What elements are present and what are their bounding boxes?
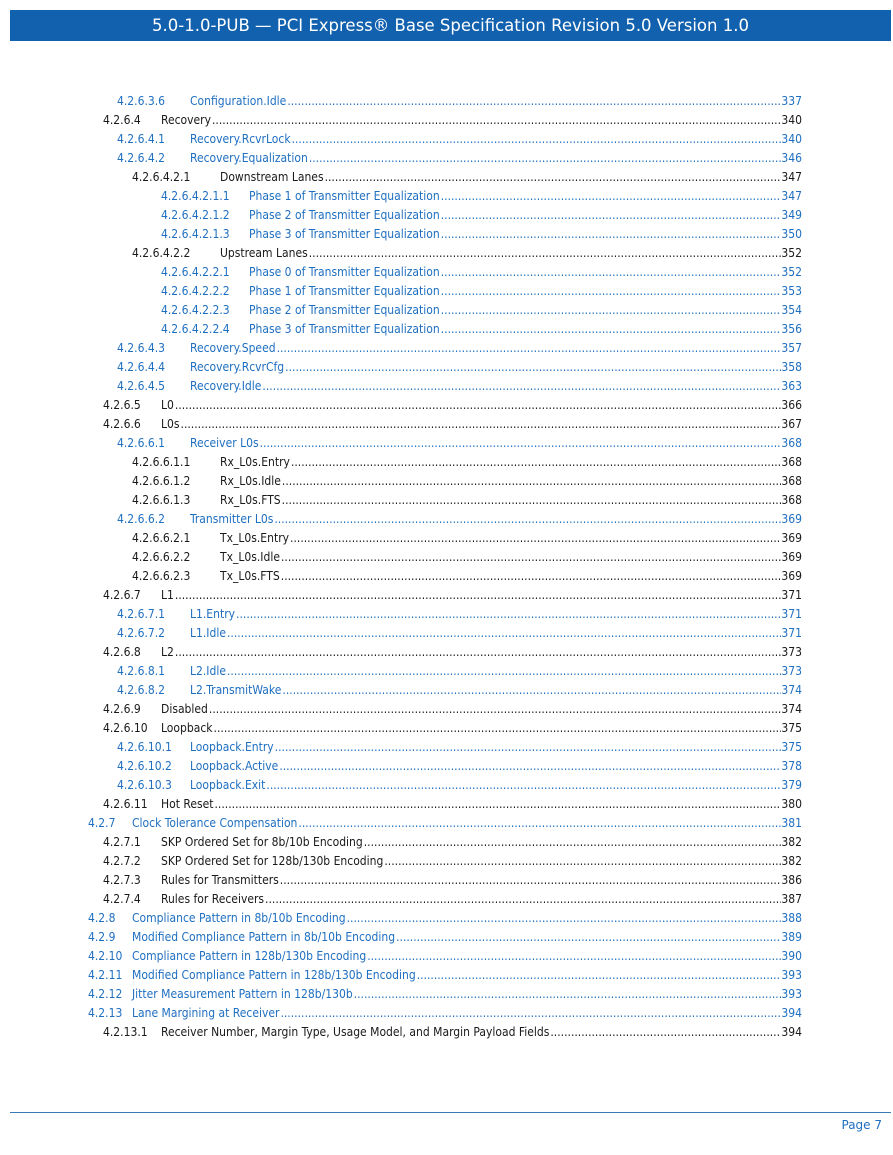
toc-entry[interactable] bbox=[0, 966, 893, 985]
toc-entry-number: 4.2.6.4.4 bbox=[117, 360, 166, 374]
toc-entry-title[interactable]: Loopback.Active bbox=[190, 759, 279, 773]
toc-entry-page: 373 bbox=[781, 645, 802, 659]
toc-entry-title[interactable]: Phase 3 of Transmitter Equalization bbox=[249, 322, 440, 336]
toc-dot-leader bbox=[290, 529, 781, 548]
toc-dot-leader bbox=[280, 1004, 781, 1023]
toc-entry[interactable] bbox=[0, 662, 893, 681]
toc-entry-number: 4.2.8 bbox=[88, 911, 116, 925]
toc-entry[interactable] bbox=[0, 985, 893, 1004]
toc-entry-title: Tx_L0s.FTS bbox=[220, 569, 280, 583]
toc-entry bbox=[0, 244, 893, 263]
toc-entry-number: 4.2.6.6.1.1 bbox=[132, 455, 191, 469]
toc-entry-title: Hot Reset bbox=[161, 797, 214, 811]
toc-entry-page[interactable]: 373 bbox=[781, 664, 802, 678]
toc-entry-page: 369 bbox=[781, 569, 802, 583]
toc-entry-title[interactable]: Phase 2 of Transmitter Equalization bbox=[249, 208, 440, 222]
toc-entry-number: 4.2.6.4.2.1.1 bbox=[161, 189, 230, 203]
toc-entry bbox=[0, 890, 893, 909]
toc-entry-page[interactable]: 394 bbox=[781, 1006, 802, 1020]
toc-entry-title[interactable]: L2.TransmitWake bbox=[190, 683, 282, 697]
page-number: Page 7 bbox=[841, 1118, 882, 1132]
toc-entry-title[interactable]: Receiver L0s bbox=[190, 436, 259, 450]
toc-entry[interactable] bbox=[0, 130, 893, 149]
toc-entry-page: 367 bbox=[781, 417, 802, 431]
toc-entry-number: 4.2.6.4 bbox=[103, 113, 141, 127]
toc-entry-title[interactable]: Modified Compliance Pattern in 8b/10b Encoding bbox=[132, 930, 396, 944]
toc-entry[interactable] bbox=[0, 757, 893, 776]
toc-entry-page[interactable]: 340 bbox=[781, 132, 802, 146]
toc-entry bbox=[0, 415, 893, 434]
toc-entry[interactable] bbox=[0, 814, 893, 833]
toc-entry-title: Receiver Number, Margin Type, Usage Model, and Margin Payload Fields bbox=[161, 1025, 550, 1039]
toc-entry-page[interactable]: 390 bbox=[781, 949, 802, 963]
toc-entry-number: 4.2.13.1 bbox=[103, 1025, 148, 1039]
toc-dot-leader bbox=[262, 377, 781, 396]
toc-entry-page: 382 bbox=[781, 854, 802, 868]
toc-dot-leader bbox=[279, 757, 781, 776]
toc-entry[interactable] bbox=[0, 681, 893, 700]
toc-entry-number: 4.2.6.4.2 bbox=[117, 151, 166, 165]
toc-entry-title: Rx_L0s.Entry bbox=[220, 455, 290, 469]
toc-entry[interactable] bbox=[0, 225, 893, 244]
toc-entry-number: 4.2.7.2 bbox=[103, 854, 141, 868]
toc-entry bbox=[0, 1023, 893, 1042]
toc-entry-title: Disabled bbox=[161, 702, 208, 716]
toc-entry-number: 4.2.6.4.2.2 bbox=[132, 246, 191, 260]
toc-entry-number: 4.2.6.6 bbox=[103, 417, 141, 431]
toc-entry[interactable] bbox=[0, 358, 893, 377]
toc-entry-page[interactable]: 379 bbox=[781, 778, 802, 792]
toc-dot-leader bbox=[417, 966, 782, 985]
toc-entry[interactable] bbox=[0, 928, 893, 947]
toc-dot-leader bbox=[396, 928, 781, 947]
document-title: 5.0-1.0-PUB — PCI Express® Base Specification Revision 5.0 Version 1.0 bbox=[152, 16, 749, 35]
toc-entry-number: 4.2.6.8 bbox=[103, 645, 141, 659]
toc-dot-leader bbox=[214, 719, 782, 738]
toc-entry-title: L0 bbox=[161, 398, 174, 412]
toc-entry-title[interactable]: Recovery.Speed bbox=[190, 341, 276, 355]
toc-entry bbox=[0, 111, 893, 130]
toc-dot-leader bbox=[175, 396, 782, 415]
toc-dot-leader bbox=[441, 206, 782, 225]
toc-entry bbox=[0, 529, 893, 548]
toc-entry-number: 4.2.10 bbox=[88, 949, 123, 963]
toc-entry-title: Upstream Lanes bbox=[220, 246, 308, 260]
toc-entry-page[interactable]: 389 bbox=[781, 930, 802, 944]
toc-entry-title[interactable]: L1.Idle bbox=[190, 626, 226, 640]
toc-dot-leader bbox=[309, 149, 782, 168]
toc-entry bbox=[0, 795, 893, 814]
toc-entry-number: 4.2.6.5 bbox=[103, 398, 141, 412]
toc-entry-number: 4.2.7 bbox=[88, 816, 116, 830]
toc-entry-number: 4.2.13 bbox=[88, 1006, 123, 1020]
toc-entry-title[interactable]: Phase 2 of Transmitter Equalization bbox=[249, 303, 440, 317]
toc-dot-leader bbox=[441, 187, 782, 206]
toc-entry-page[interactable]: 358 bbox=[781, 360, 802, 374]
toc-entry-number: 4.2.6.10.3 bbox=[117, 778, 172, 792]
toc-entry-number: 4.2.6.6.2 bbox=[117, 512, 166, 526]
toc-dot-leader bbox=[266, 776, 781, 795]
footer-divider bbox=[10, 1112, 891, 1113]
toc-entry-title[interactable]: Loopback.Exit bbox=[190, 778, 266, 792]
toc-entry-title: SKP Ordered Set for 128b/130b Encoding bbox=[161, 854, 384, 868]
toc-dot-leader bbox=[227, 624, 781, 643]
toc-entry[interactable] bbox=[0, 206, 893, 225]
toc-dot-leader bbox=[282, 491, 782, 510]
toc-entry[interactable] bbox=[0, 776, 893, 795]
toc-entry-title[interactable]: Transmitter L0s bbox=[190, 512, 274, 526]
toc-entry bbox=[0, 719, 893, 738]
toc-entry-title[interactable]: Phase 1 of Transmitter Equalization bbox=[249, 189, 440, 203]
toc-entry-page: 368 bbox=[781, 493, 802, 507]
toc-entry-title: Tx_L0s.Entry bbox=[220, 531, 290, 545]
toc-dot-leader bbox=[364, 833, 782, 852]
toc-entry[interactable] bbox=[0, 1004, 893, 1023]
toc-entry-title[interactable]: Phase 3 of Transmitter Equalization bbox=[249, 227, 440, 241]
toc-entry-page[interactable]: 374 bbox=[781, 683, 802, 697]
toc-entry-page[interactable]: 350 bbox=[781, 227, 802, 241]
toc-entry-number: 4.2.6.4.1 bbox=[117, 132, 166, 146]
toc-entry-page[interactable]: 363 bbox=[781, 379, 802, 393]
toc-entry-number: 4.2.6.10.2 bbox=[117, 759, 172, 773]
toc-entry[interactable] bbox=[0, 320, 893, 339]
toc-entry-title[interactable]: Recovery.Idle bbox=[190, 379, 262, 393]
toc-entry-title: Loopback bbox=[161, 721, 213, 735]
toc-entry-page: 352 bbox=[781, 246, 802, 260]
toc-dot-leader bbox=[441, 301, 782, 320]
toc-entry[interactable] bbox=[0, 339, 893, 358]
toc-entry-title[interactable]: Lane Margining at Receiver bbox=[132, 1006, 280, 1020]
toc-dot-leader bbox=[281, 567, 782, 586]
toc-dot-leader bbox=[212, 111, 781, 130]
toc-entry-title: L2 bbox=[161, 645, 174, 659]
toc-entry[interactable] bbox=[0, 263, 893, 282]
toc-dot-leader bbox=[441, 263, 782, 282]
page-header bbox=[10, 10, 891, 41]
toc-entry-page: 368 bbox=[781, 474, 802, 488]
toc-entry-number: 4.2.6.4.2.2.2 bbox=[161, 284, 230, 298]
toc-entry-number: 4.2.6.4.2.1.3 bbox=[161, 227, 230, 241]
toc-dot-leader bbox=[441, 225, 782, 244]
toc-entry-number: 4.2.6.10.1 bbox=[117, 740, 172, 754]
toc-dot-leader bbox=[291, 453, 781, 472]
toc-entry-title[interactable]: Recovery.RcvrCfg bbox=[190, 360, 285, 374]
toc-entry-page: 368 bbox=[781, 455, 802, 469]
toc-dot-leader bbox=[280, 871, 782, 890]
toc-entry-title: Rules for Receivers bbox=[161, 892, 265, 906]
toc-dot-leader bbox=[175, 586, 782, 605]
toc-entry bbox=[0, 852, 893, 871]
toc-entry-number: 4.2.6.4.2.2.3 bbox=[161, 303, 230, 317]
toc-entry-number: 4.2.6.6.2.1 bbox=[132, 531, 191, 545]
toc-entry-page: 347 bbox=[781, 170, 802, 184]
toc-entry-title: SKP Ordered Set for 8b/10b Encoding bbox=[161, 835, 363, 849]
toc-dot-leader bbox=[227, 662, 781, 681]
toc-entry-number: 4.2.7.1 bbox=[103, 835, 141, 849]
toc-entry-page: 369 bbox=[781, 531, 802, 545]
toc-dot-leader bbox=[215, 795, 782, 814]
toc-entry-page: 375 bbox=[781, 721, 802, 735]
toc-entry-number: 4.2.6.7.2 bbox=[117, 626, 166, 640]
toc-entry bbox=[0, 396, 893, 415]
toc-entry-page[interactable]: 349 bbox=[781, 208, 802, 222]
toc-entry-page[interactable]: 375 bbox=[781, 740, 802, 754]
toc-entry-number: 4.2.6.4.2.1.2 bbox=[161, 208, 230, 222]
toc-entry-page[interactable]: 352 bbox=[781, 265, 802, 279]
toc-dot-leader bbox=[309, 244, 782, 263]
table-of-contents bbox=[0, 92, 893, 1042]
toc-dot-leader bbox=[265, 890, 781, 909]
toc-entry-title[interactable]: Configuration.Idle bbox=[190, 94, 287, 108]
toc-entry-page[interactable]: 388 bbox=[781, 911, 802, 925]
toc-entry-page[interactable]: 347 bbox=[781, 189, 802, 203]
toc-entry-title[interactable]: Compliance Pattern in 8b/10b Encoding bbox=[132, 911, 346, 925]
toc-entry-page[interactable]: 369 bbox=[781, 512, 802, 526]
toc-entry-page[interactable]: 381 bbox=[781, 816, 802, 830]
toc-entry-page: 371 bbox=[781, 588, 802, 602]
toc-entry-page[interactable]: 371 bbox=[781, 626, 802, 640]
toc-entry-number: 4.2.6.4.2.2.4 bbox=[161, 322, 230, 336]
toc-entry[interactable] bbox=[0, 301, 893, 320]
toc-entry-page[interactable]: 354 bbox=[781, 303, 802, 317]
toc-dot-leader bbox=[285, 358, 781, 377]
toc-entry-number: 4.2.6.9 bbox=[103, 702, 141, 716]
toc-entry-title[interactable]: L2.Idle bbox=[190, 664, 226, 678]
toc-entry-page[interactable]: 337 bbox=[781, 94, 802, 108]
toc-dot-leader bbox=[275, 738, 782, 757]
toc-entry-title: Rx_L0s.FTS bbox=[220, 493, 281, 507]
toc-entry-number: 4.2.6.8.2 bbox=[117, 683, 166, 697]
toc-entry-number: 4.2.6.6.2.3 bbox=[132, 569, 191, 583]
toc-entry-page: 374 bbox=[781, 702, 802, 716]
toc-dot-leader bbox=[367, 947, 781, 966]
toc-entry-number: 4.2.6.6.1.2 bbox=[132, 474, 191, 488]
toc-entry-number: 4.2.11 bbox=[88, 968, 123, 982]
toc-entry-title: Tx_L0s.Idle bbox=[220, 550, 280, 564]
toc-entry[interactable] bbox=[0, 947, 893, 966]
toc-entry bbox=[0, 700, 893, 719]
toc-entry[interactable] bbox=[0, 909, 893, 928]
toc-entry-page[interactable]: 393 bbox=[781, 987, 802, 1001]
toc-entry bbox=[0, 548, 893, 567]
toc-entry[interactable] bbox=[0, 377, 893, 396]
toc-entry-page: 386 bbox=[781, 873, 802, 887]
toc-entry-title[interactable]: Compliance Pattern in 128b/130b Encoding bbox=[132, 949, 367, 963]
toc-entry[interactable] bbox=[0, 187, 893, 206]
toc-entry-title[interactable]: Recovery.Equalization bbox=[190, 151, 308, 165]
toc-entry[interactable] bbox=[0, 510, 893, 529]
toc-dot-leader bbox=[298, 814, 781, 833]
toc-entry[interactable] bbox=[0, 624, 893, 643]
toc-entry-page: 380 bbox=[781, 797, 802, 811]
toc-entry-title[interactable]: Phase 1 of Transmitter Equalization bbox=[249, 284, 440, 298]
toc-entry-number: 4.2.6.7.1 bbox=[117, 607, 166, 621]
toc-dot-leader bbox=[236, 605, 781, 624]
toc-entry-number: 4.2.6.3.6 bbox=[117, 94, 166, 108]
toc-entry[interactable] bbox=[0, 738, 893, 757]
toc-dot-leader bbox=[274, 510, 781, 529]
toc-entry-title: Recovery bbox=[161, 113, 211, 127]
toc-entry-page: 382 bbox=[781, 835, 802, 849]
toc-entry bbox=[0, 871, 893, 890]
toc-dot-leader bbox=[292, 130, 782, 149]
toc-entry-page[interactable]: 346 bbox=[781, 151, 802, 165]
toc-entry-title[interactable]: Phase 0 of Transmitter Equalization bbox=[249, 265, 440, 279]
toc-entry bbox=[0, 472, 893, 491]
toc-entry-number: 4.2.6.4.2.2.1 bbox=[161, 265, 230, 279]
toc-entry-number: 4.2.6.4.5 bbox=[117, 379, 166, 393]
toc-entry bbox=[0, 586, 893, 605]
toc-entry-title[interactable]: Recovery.RcvrLock bbox=[190, 132, 291, 146]
toc-entry-number: 4.2.6.4.2.1 bbox=[132, 170, 191, 184]
toc-entry[interactable] bbox=[0, 92, 893, 111]
toc-dot-leader bbox=[260, 434, 782, 453]
toc-entry-number: 4.2.6.4.3 bbox=[117, 341, 166, 355]
toc-entry-number: 4.2.9 bbox=[88, 930, 116, 944]
toc-entry-title[interactable]: L1.Entry bbox=[190, 607, 236, 621]
toc-dot-leader bbox=[550, 1023, 781, 1042]
toc-dot-leader bbox=[209, 700, 781, 719]
toc-dot-leader bbox=[441, 282, 782, 301]
toc-entry-page[interactable]: 368 bbox=[781, 436, 802, 450]
toc-entry-title: Rx_L0s.Idle bbox=[220, 474, 281, 488]
toc-entry-number: 4.2.6.7 bbox=[103, 588, 141, 602]
toc-entry-page: 394 bbox=[781, 1025, 802, 1039]
toc-dot-leader bbox=[325, 168, 782, 187]
toc-dot-leader bbox=[282, 472, 781, 491]
toc-entry-page: 369 bbox=[781, 550, 802, 564]
toc-entry[interactable] bbox=[0, 149, 893, 168]
toc-entry-title[interactable]: Modified Compliance Pattern in 128b/130b Encoding bbox=[132, 968, 416, 982]
toc-entry[interactable] bbox=[0, 605, 893, 624]
toc-entry[interactable] bbox=[0, 434, 893, 453]
toc-entry-page[interactable]: 378 bbox=[781, 759, 802, 773]
toc-entry-title[interactable]: Loopback.Entry bbox=[190, 740, 274, 754]
toc-entry bbox=[0, 491, 893, 510]
toc-entry-number: 4.2.7.4 bbox=[103, 892, 141, 906]
toc-entry bbox=[0, 567, 893, 586]
toc-entry-page: 366 bbox=[781, 398, 802, 412]
toc-dot-leader bbox=[347, 909, 782, 928]
toc-entry bbox=[0, 168, 893, 187]
toc-dot-leader bbox=[384, 852, 781, 871]
toc-entry-number: 4.2.7.3 bbox=[103, 873, 141, 887]
toc-entry bbox=[0, 643, 893, 662]
toc-entry-number: 4.2.6.6.2.2 bbox=[132, 550, 191, 564]
toc-entry-page[interactable]: 353 bbox=[781, 284, 802, 298]
toc-entry-title: L1 bbox=[161, 588, 174, 602]
toc-entry-page: 340 bbox=[781, 113, 802, 127]
toc-entry-title[interactable]: Jitter Measurement Pattern in 128b/130b bbox=[132, 987, 353, 1001]
toc-entry-page: 387 bbox=[781, 892, 802, 906]
toc-entry bbox=[0, 833, 893, 852]
toc-entry-title: Rules for Transmitters bbox=[161, 873, 279, 887]
toc-entry-title: L0s bbox=[161, 417, 180, 431]
toc-entry-number: 4.2.6.10 bbox=[103, 721, 148, 735]
toc-dot-leader bbox=[181, 415, 782, 434]
toc-dot-leader bbox=[282, 681, 781, 700]
toc-entry bbox=[0, 453, 893, 472]
toc-entry-number: 4.2.6.6.1.3 bbox=[132, 493, 191, 507]
toc-dot-leader bbox=[441, 320, 782, 339]
toc-entry-page[interactable]: 356 bbox=[781, 322, 802, 336]
toc-dot-leader bbox=[354, 985, 782, 1004]
toc-dot-leader bbox=[281, 548, 781, 567]
toc-dot-leader bbox=[277, 339, 782, 358]
toc-entry-title[interactable]: Clock Tolerance Compensation bbox=[132, 816, 298, 830]
toc-dot-leader bbox=[287, 92, 781, 111]
toc-entry-number: 4.2.6.11 bbox=[103, 797, 148, 811]
toc-dot-leader bbox=[175, 643, 782, 662]
toc-entry-page[interactable]: 357 bbox=[781, 341, 802, 355]
toc-entry-number: 4.2.12 bbox=[88, 987, 123, 1001]
toc-entry-title: Downstream Lanes bbox=[220, 170, 324, 184]
toc-entry[interactable] bbox=[0, 282, 893, 301]
toc-entry-page[interactable]: 393 bbox=[781, 968, 802, 982]
toc-entry-number: 4.2.6.8.1 bbox=[117, 664, 166, 678]
toc-entry-number: 4.2.6.6.1 bbox=[117, 436, 166, 450]
toc-entry-page[interactable]: 371 bbox=[781, 607, 802, 621]
